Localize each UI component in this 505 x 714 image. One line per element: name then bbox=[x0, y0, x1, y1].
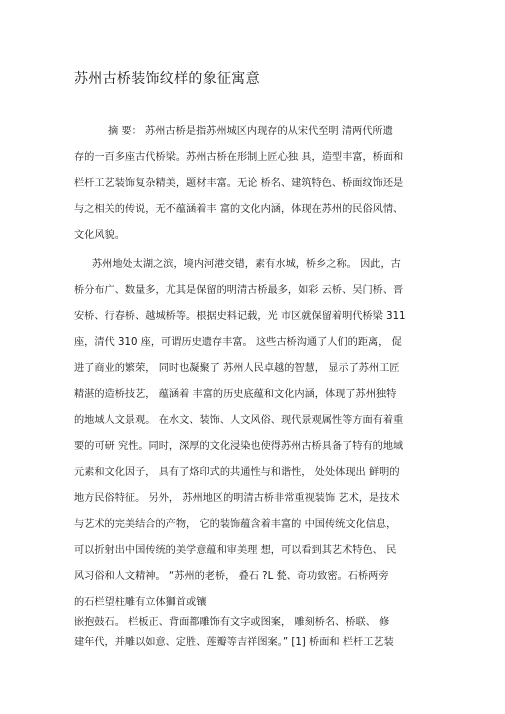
abstract-line-4: 与之相关的传说，无不蕴涵着丰 富的文化内涵，体现在苏州的民俗风情、 bbox=[74, 204, 404, 215]
body-line-10: 地方民俗特征。 另外， 苏州地区的明清古桥非常重视装饰 艺术，是技术 bbox=[74, 493, 400, 504]
document-title: 苏州古桥装饰纹样的象征寓意 bbox=[74, 71, 260, 87]
body-line-1: 苏州地处太湖之滨，境内河港交错，素有水城，桥乡之称。 因此，古 bbox=[92, 259, 401, 270]
abstract-line-5: 文化风貌。 bbox=[74, 230, 125, 241]
body-line-16: 建年代，并雕以如意、定胜、莲瓣等吉祥图案。” [1] 桥面和 栏杆工艺装 bbox=[74, 637, 394, 648]
body-line-13: 风习俗和人文精神。 “苏州的老桥， 叠石 ?L 甃、奇功致密。石桥两旁 bbox=[74, 571, 389, 582]
body-line-9: 元素和文化因子， 具有了烙印式的共通性与和谐性， 处处体现出 鲜明的 bbox=[74, 467, 400, 478]
body-line-8: 要的可研 究性。同时，深厚的文化浸染也使得苏州古桥具备了特有的地域 bbox=[74, 441, 404, 452]
body-line-12: 可以折射出中国传统的美学意蕴和审美理 想，可以看到其艺术特色、 民 bbox=[74, 545, 397, 556]
body-line-14: 的石栏望柱雕有立体獅首或镶 bbox=[74, 597, 207, 608]
body-line-11: 与艺术的完美结合的产物， 它的装饰蕴含着丰富的 中国传统文化信息， bbox=[74, 519, 397, 530]
body-line-2: 桥分布广、数量多，尤其是保留的明清古桥最多，如彩 云桥、吴门桥、晋 bbox=[74, 285, 404, 296]
body-line-4: 座，清代 310 座，可谓历史遗存丰富。 这些古桥沟通了人们的距离， 促 bbox=[74, 337, 402, 348]
body-line-7: 的地域人文景观。 在水文、装饰、人文风俗、现代景观属性等方面有着重 bbox=[74, 415, 404, 426]
body-line-15: 嵌抱鼓石。 栏板正、背面都雕饰有文字或图案， 雕刻桥名、桥联、 修 bbox=[74, 617, 390, 628]
body-line-5: 进了商业的繁荣， 同时也凝聚了 苏州人民卓越的智慧， 显示了苏州工匠 bbox=[74, 363, 400, 374]
abstract-line-2: 存的一百多座古代桥梁。苏州古桥在形制上匠心独 具，造型丰富，桥面和 bbox=[74, 152, 404, 163]
body-line-3: 安桥、行春桥、越城桥等。根据史料记载，光 市区就保留着明代桥梁 311 bbox=[74, 311, 406, 322]
body-line-6: 精湛的造桥技艺， 蕴涵着 丰富的历史底蕴和文化内涵，体现了苏州独特 bbox=[74, 389, 397, 400]
abstract-line-3: 栏杆工艺装饰复杂精美，题材丰富。无论 桥名、建筑特色、桥面纹饰还是 bbox=[74, 178, 404, 189]
abstract-line-1: 摘 要： 苏州古桥是指苏州城区内现存的从宋代至明 清两代所遗 bbox=[108, 126, 393, 137]
